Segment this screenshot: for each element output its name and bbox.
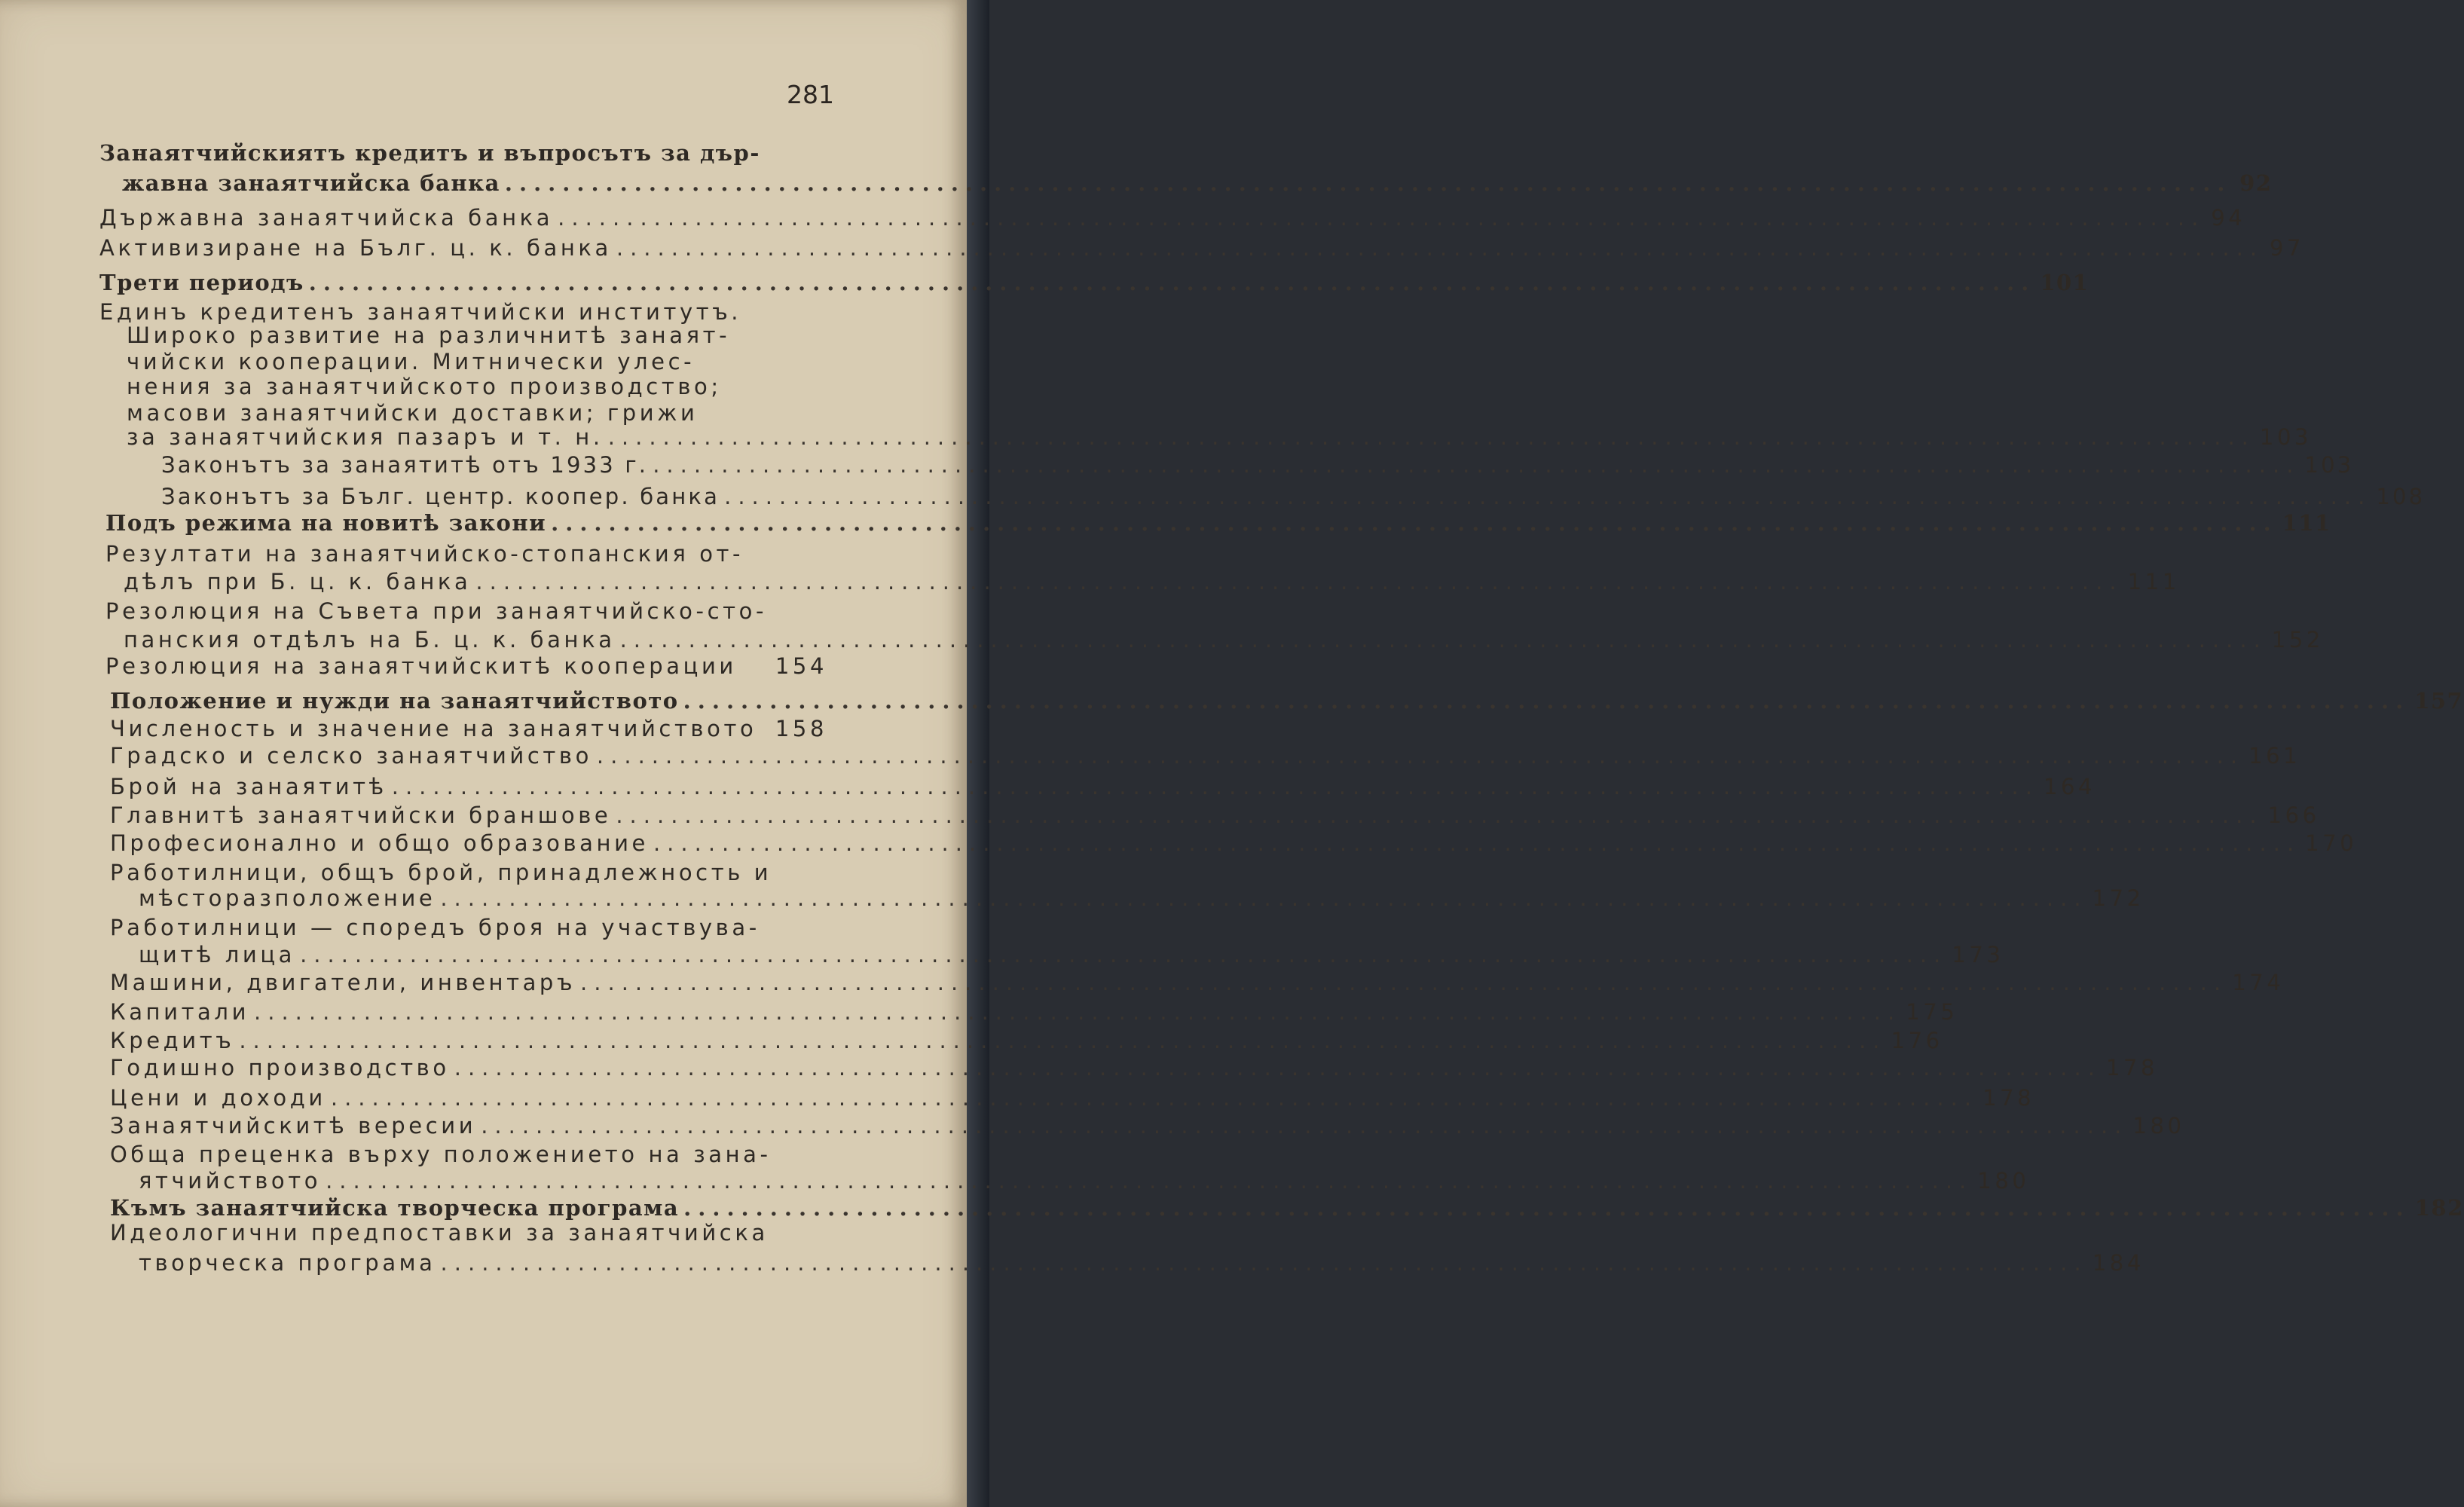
toc-entry-page: 164 <box>2043 774 2096 799</box>
toc-entry <box>110 802 2320 828</box>
toc-entry-title: Идеологични предпоставки за занаятчийска <box>110 1220 769 1246</box>
toc-leader-dots: ........................................................................................................................ <box>308 270 2036 295</box>
toc-leader-dots: ........................................................................................................................ <box>454 1055 2102 1081</box>
toc-leader-dots: ........................................................................................................................ <box>551 510 2278 536</box>
toc-entry-title: Брой на занаятитѣ <box>110 774 387 799</box>
toc-entry <box>161 484 2426 509</box>
toc-entry-page: 180 <box>1977 1168 2030 1194</box>
toc-entry-title: Широко развитие на различнитѣ занаят- <box>127 322 731 348</box>
toc-entry-page: 92 <box>2239 170 2273 196</box>
toc-entry-page: 174 <box>2232 970 2285 995</box>
toc-entry-page: 178 <box>1983 1085 2035 1111</box>
toc-entry-title: Кредитъ <box>110 1028 235 1053</box>
toc-entry-page: 172 <box>2092 885 2145 911</box>
toc-entry-page: 152 <box>2271 627 2324 653</box>
toc-entry <box>122 170 2273 196</box>
toc-entry <box>110 1195 2464 1221</box>
toc-entry-title: Обща преценка върху положението на зана- <box>110 1142 772 1167</box>
toc-entry-title: Подъ режима на новитѣ закони <box>105 510 547 536</box>
toc-entry <box>127 322 827 348</box>
toc-entry <box>99 270 2090 295</box>
toc-entry-page: 111 <box>2282 510 2331 536</box>
toc-leader-dots: ........................................................................................................................ <box>653 830 2301 856</box>
toc-entry <box>99 299 827 325</box>
toc-entry-page: 182 <box>2414 1195 2464 1221</box>
toc-leader-dots: ........................................................................................................................ <box>326 1168 1973 1194</box>
toc-entry-page: 184 <box>2092 1250 2145 1276</box>
toc-entry-title: щитѣ лица <box>139 942 296 967</box>
toc-entry <box>110 999 1958 1025</box>
toc-entry-page: 111 <box>2127 569 2180 595</box>
toc-leader-dots: ........................................................................................................................ <box>330 1085 1979 1111</box>
toc-entry <box>110 1142 827 1167</box>
toc-leader-dots: ........................................................................................................................ <box>481 1113 2129 1139</box>
toc-entry-title: Единъ кредитенъ занаятчийски институтъ. <box>99 299 742 325</box>
toc-leader-dots: ........................................................................................................................ <box>580 970 2228 995</box>
toc-entry-title: чийски кооперации. Митнически улес- <box>127 349 695 374</box>
toc-entry-title: Занаятчийскитѣ вересии <box>110 1113 477 1139</box>
toc-entry <box>99 235 2305 261</box>
toc-leader-dots: ........................................................................................................................ <box>596 743 2245 769</box>
toc-leader-dots: ........................................................................................................................ <box>616 802 2264 828</box>
toc-entry-title: Положение и нужди на занаятчийството <box>110 688 679 714</box>
toc-entry-page: 180 <box>2132 1113 2185 1139</box>
toc-entry <box>99 205 2246 231</box>
toc-entry-page: 101 <box>2040 270 2090 295</box>
toc-entry-title: Къмъ занаятчийска творческа програма <box>110 1195 680 1221</box>
toc-entry <box>127 374 827 399</box>
toc-leader-dots: ........................................................................................................................ <box>254 999 1902 1025</box>
toc-entry-page: 97 <box>2269 235 2305 261</box>
toc-leader-dots: ........................................................................................................................ <box>391 774 2039 799</box>
toc-leader-dots: ........................................................................................................................ <box>300 942 1948 967</box>
toc-entry <box>110 970 2285 995</box>
toc-entry <box>161 452 2354 478</box>
toc-entry-title: Цени и доходи <box>110 1085 326 1111</box>
toc-entry-page: 178 <box>2105 1055 2159 1081</box>
toc-entry-title: мѣсторазположение <box>139 885 436 911</box>
toc-entry-page: 161 <box>2248 743 2301 769</box>
toc-leader-dots: ........................................................................................................................ <box>440 1250 2088 1276</box>
toc-entry-title: ятчийството <box>139 1168 322 1194</box>
toc-entry-title: Занаятчийскиятъ кредитъ и въпросътъ за дър- <box>99 140 760 166</box>
toc-entry-page: 103 <box>2304 452 2354 478</box>
toc-leader-dots: ........................................................................................................................ <box>724 484 2372 509</box>
toc-entry-title: панския отдѣлъ на Б. ц. к. банка <box>124 627 616 653</box>
toc-entry-title: Законътъ за занаятитѣ отъ 1933 г. <box>161 452 649 478</box>
toc-entry-page: 166 <box>2267 802 2320 828</box>
toc-entry <box>124 627 2324 653</box>
toc-leader-dots: ........................................................................................................................ <box>558 205 2206 231</box>
toc-entry <box>105 541 827 567</box>
toc-entry-title: Активизиране на Бълг. ц. к. банка <box>99 235 612 261</box>
toc-leader-dots: ........................................................................................................................ <box>475 569 2123 595</box>
toc-entry <box>99 140 827 166</box>
toc-entry <box>110 688 2464 714</box>
toc-entry <box>127 349 827 374</box>
toc-entry <box>139 942 2004 967</box>
toc-entry <box>139 1250 2145 1276</box>
toc-entry-page: 158 <box>775 716 827 741</box>
toc-entry-page: 175 <box>1906 999 1958 1025</box>
toc-leader-dots: ........................................................................................................................ <box>607 424 2255 450</box>
toc-entry-title: Трети периодъ <box>99 270 304 295</box>
toc-leader-dots: ........................................................................................................................ <box>683 1195 2411 1221</box>
toc-entry <box>110 1055 2159 1081</box>
toc-entry-page: 94 <box>2211 205 2246 231</box>
toc-entry-title: Машини, двигатели, инвентаръ <box>110 970 576 995</box>
toc-entry-page: 108 <box>2376 484 2426 509</box>
toc-entry-title: Годишно производство <box>110 1055 450 1081</box>
toc-entry-title: за занаятчийския пазаръ и т. н. <box>127 424 604 450</box>
toc-entry-title: Държавна занаятчийска банка <box>99 205 554 231</box>
toc-entry-page: 170 <box>2305 830 2358 856</box>
toc-entry-title: Резултати на занаятчийско-стопанския от- <box>105 541 744 567</box>
toc-entry-title: дѣлъ при Б. ц. к. банка <box>124 569 472 595</box>
toc-leader-dots: ........................................................................................................................ <box>440 885 2088 911</box>
toc-entry-title: Законътъ за Бълг. центр. коопер. банка <box>161 484 720 509</box>
toc-entry-title: Главнитѣ занаятчийски браншове <box>110 802 612 828</box>
toc-leader-dots: ........................................................................................................................ <box>619 627 2267 653</box>
toc-leader-dots: ........................................................................................................................ <box>616 235 2264 261</box>
page-number: 281 <box>787 80 834 109</box>
toc-entry <box>110 860 827 885</box>
toc-leader-dots: ........................................................................................................................ <box>504 170 2232 196</box>
toc-entry <box>105 598 827 624</box>
toc-entry-title: нения за занаятчийското производство; <box>127 374 722 399</box>
toc-entry <box>110 1220 827 1246</box>
toc-entry-title: масови занаятчийски доставки; грижи <box>127 400 699 426</box>
toc-entry <box>127 400 827 426</box>
toc-entry <box>105 510 2331 536</box>
toc-entry-title: Резолюция на занаятчийскитѣ кооперации <box>105 653 737 679</box>
toc-entry <box>110 1028 1943 1053</box>
toc-entry <box>110 774 2096 799</box>
toc-entry <box>105 653 827 679</box>
toc-entry-title: Градско и селско занаятчийство <box>110 743 592 769</box>
toc-entry-title: творческа програма <box>139 1250 436 1276</box>
toc-entry-title: Численость и значение на занаятчийството <box>110 716 757 741</box>
toc-entry-title: Резолюция на Съвета при занаятчийско-сто- <box>105 598 768 624</box>
toc-entry-title: Работилници, общъ брой, принадлежность и <box>110 860 772 885</box>
toc-entry-page: 157 <box>2414 688 2464 714</box>
toc-entry-page: 176 <box>1891 1028 1943 1053</box>
toc-leader-dots: ........................................................................................................................ <box>683 688 2411 714</box>
toc-entry <box>124 569 2180 595</box>
toc-leader-dots: ........................................................................................................................ <box>653 452 2300 478</box>
toc-entry <box>110 743 2301 769</box>
toc-entry <box>127 424 2313 450</box>
toc-entry <box>110 1113 2185 1139</box>
toc-leader-dots: ........................................................................................................................ <box>239 1028 1887 1053</box>
toc-entry-title: Професионално и общо образование <box>110 830 649 856</box>
toc-entry <box>110 716 827 741</box>
toc-entry-title: Капитали <box>110 999 250 1025</box>
toc-entry-page: 154 <box>775 653 827 679</box>
toc-entry <box>139 885 2145 911</box>
toc-entry-title: Работилници — споредъ броя на участвува- <box>110 915 760 940</box>
toc-entry-title: жавна занаятчийска банка <box>122 170 500 196</box>
toc-entry-page: 173 <box>1952 942 2004 967</box>
toc-entry <box>110 1085 2035 1111</box>
toc-entry-page: 103 <box>2259 424 2313 450</box>
toc-entry <box>110 915 827 940</box>
toc-entry <box>110 830 2358 856</box>
toc-entry <box>139 1168 2030 1194</box>
